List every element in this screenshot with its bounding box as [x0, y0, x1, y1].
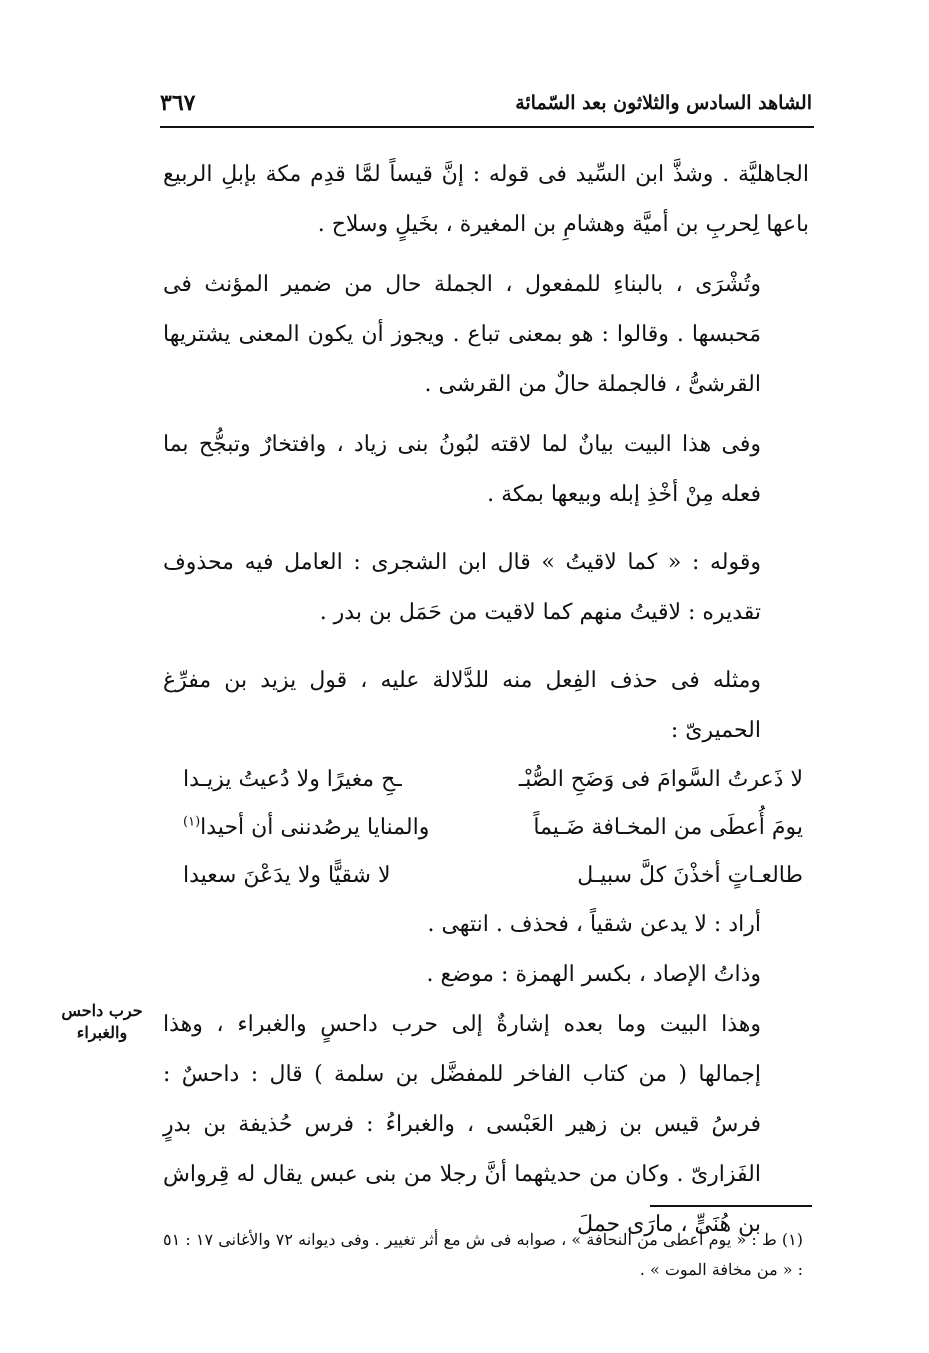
- margin-note-line-1: حرب داحس: [61, 1001, 143, 1020]
- paragraph-5: ومثله فى حذف الفِعل منه للدَّلالة عليه ، قول يزيد بن مفرِّغ الحميرىّ :: [163, 668, 761, 743]
- paragraph-2: وتُشْرَى ، بالبناءِ للمفعول ، الجملة حال من ضمير المؤنث فى مَحبسها . وقالوا : هو بمعنى تباع . ويجوز أن يكون المعنى يشتريها القرشىُّ ، فالجملة حالٌ من القرشى .: [163, 272, 761, 397]
- poem-verses: [163, 756, 809, 900]
- verse-first-hemistich: يومَ أُعطَى من المخـافة ضَـيماً: [533, 815, 803, 840]
- header-title: الشاهد السادس والثلاثون بعد السّمائة: [515, 92, 812, 114]
- page-number: ٣٦٧: [160, 90, 196, 116]
- footnote-rule: [650, 1205, 812, 1207]
- footnote: (١) ط : « يوم أعطى من النحافة » ، صوابه فى ش مع أثر تغيير . وفى ديوانه ٧٢ والأغانى ١٧ : ٥١ : « من مخافة الموت » .: [163, 1230, 804, 1279]
- verse-first-hemistich: لا ذَعرتُ السَّوامَ فى وَضَحِ الصُّبْـ: [518, 767, 803, 792]
- verse-second-hemistich: ـحِ مغيرًا ولا دُعيتُ يزيـدا: [183, 767, 402, 792]
- main-text: [163, 150, 809, 1250]
- verse-second-hemistich: لا شقيًّا ولا يدَعْنَ سعيدا: [183, 863, 391, 888]
- verse-line: [183, 804, 803, 852]
- paragraph-4: وقوله : « كما لاقيتُ » قال ابن الشجرى : العامل فيه محذوف تقديره : لاقيتُ منهم كما لاقيت من حَمَل بن بدر .: [163, 550, 761, 625]
- header-rule: [160, 126, 814, 128]
- verse-line: [183, 852, 803, 900]
- paragraph-7: وذاتُ الإصاد ، بكسر الهمزة : موضع .: [426, 962, 761, 987]
- footnote-marker: (١): [183, 814, 201, 830]
- paragraph-6: أراد : لا يدعن شقياً ، فحذف . انتهى .: [427, 912, 761, 937]
- margin-note-line-2: والغبراء: [76, 1023, 128, 1042]
- verse-line: [183, 756, 803, 804]
- paragraph-3: وفى هذا البيت بيانٌ لما لاقته لبُونُ بنى زياد ، وافتخارٌ وتبجُّح بما فعله مِنْ أخْذِ إبله وبيعها بمكة .: [163, 432, 761, 507]
- verse-second-text: والمنايا يرصُدننى أن أحيدا: [200, 815, 430, 840]
- verse-first-hemistich: طالعـاتٍ أخذْنَ كلَّ سبيـل: [577, 863, 803, 888]
- paragraph-8: وهذا البيت وما بعده إشارةٌ إلى حرب داحسٍ والغبراء ، وهذا إجمالها ( من كتاب الفاخر للمفضَّل بن سلمة ) قال : داحسٌ : فرسُ قيس بن زهير العَبْسى ، والغبراءُ : فرس حُذيفة بن بدرٍ الفَزارىّ . وكان من حديثهما أنَّ رجلا من بنى عبس يقال له قِرواش بن هُنَىٍّ ، مارَى حملَ: [163, 1012, 761, 1237]
- running-header: [160, 88, 812, 124]
- verse-second-hemistich: [183, 804, 429, 852]
- margin-note: [52, 1000, 152, 1044]
- paragraph-1: الجاهليَّة . وشذَّ ابن السِّيد فى قوله : إنَّ قيساً لمَّا قدِم مكة بإبلِ الربيع باعها لِحربِ بن أميَّة وهشامِ بن المغيرة ، بخَيلٍ وسلاح .: [163, 162, 809, 237]
